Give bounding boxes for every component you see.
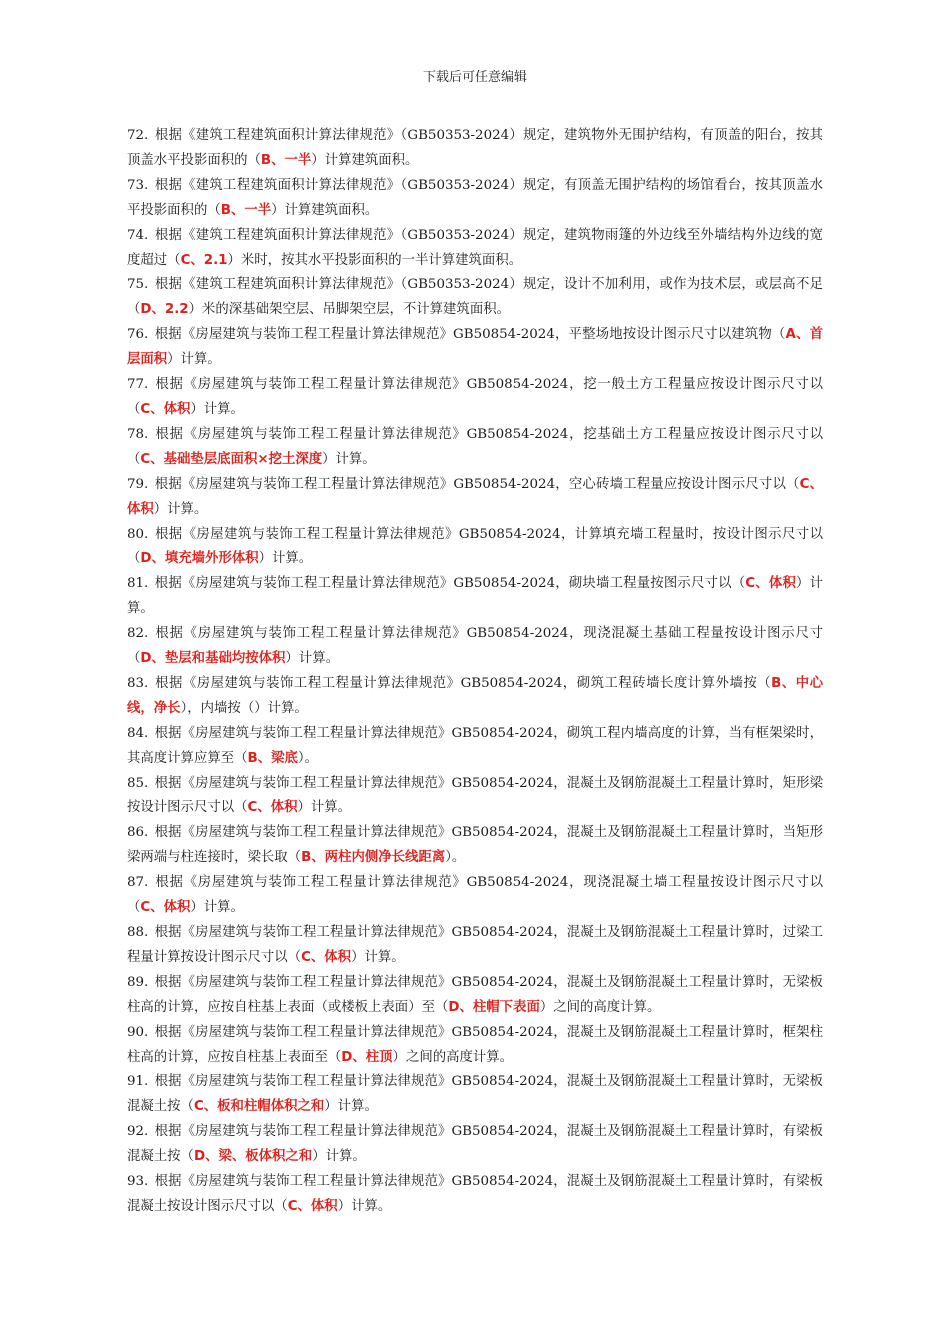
page-header: 下载后可任意编辑 xyxy=(422,70,527,85)
question-text: 根据《房屋建筑与装饰工程工程量计算法律规范》GB50854-2024，砌块墙工程量按图示尺寸以（ xyxy=(154,576,746,592)
question-text-end: ）计算建筑面积。 xyxy=(311,152,419,168)
question-text-end: ）计算。 xyxy=(297,800,352,816)
question-number: 88. xyxy=(127,925,149,940)
question-text-end: ）。 xyxy=(445,850,466,866)
question-text-end: ）计算。 xyxy=(153,501,208,517)
question-item xyxy=(127,871,823,921)
answer-text: C、板和柱帽体积之和 xyxy=(193,1099,325,1115)
question-text: 根据《房屋建筑与装饰工程工程量计算法律规范》GB50854-2024，混凝土及钢筋混凝土工程量计算时，有梁板混凝土按（ xyxy=(127,1124,823,1165)
question-text: 根据《房屋建筑与装饰工程工程量计算法律规范》GB50854-2024，现浇混凝土墙工程量按设计图示尺寸以（ xyxy=(127,875,823,916)
question-text-end: ）计算。 xyxy=(190,900,244,916)
question-text: 根据《房屋建筑与装饰工程工程量计算法律规范》GB50854-2024，混凝土及钢筋混凝土工程量计算时，当矩形梁两端与柱连接时，梁长取（ xyxy=(127,825,823,866)
question-text-end: ）。 xyxy=(297,750,318,766)
question-text: 根据《建筑工程建筑面积计算法律规范》（GB50353-2024）规定，建筑物外无围护结构，有顶盖的阳台，按其顶盖水平投影面积的（ xyxy=(127,128,823,168)
question-text-end: ）计算。 xyxy=(337,1198,392,1214)
question-text-end: ）之间的高度计算。 xyxy=(539,999,661,1015)
question-text: 根据《房屋建筑与装饰工程工程量计算法律规范》GB50854-2024，空心砖墙工程量应按设计图示尺寸以（ xyxy=(154,476,800,492)
answer-text: C、体积 xyxy=(287,1198,338,1214)
answer-text: A、首层面积 xyxy=(127,327,823,368)
question-item xyxy=(127,273,823,323)
question-text: 根据《建筑工程建筑面积计算法律规范》（GB50353-2024）规定，有顶盖无围护结构的场馆看台，按其顶盖水平投影面积的（ xyxy=(127,177,823,218)
question-number: 80. xyxy=(127,526,149,542)
question-number: 81. xyxy=(127,576,149,592)
question-text: 根据《房屋建筑与装饰工程工程量计算法律规范》GB50854-2024，挖一般土方工程量应按设计图示尺寸以（ xyxy=(127,377,823,417)
answer-text: C、体积 xyxy=(140,401,191,417)
question-number: 78. xyxy=(127,426,149,442)
answer-text: C、体积 xyxy=(301,949,352,965)
question-text-end: ）米的深基础架空层、吊脚架空层，不计算建筑面积。 xyxy=(188,302,510,318)
question-number: 92. xyxy=(127,1124,149,1140)
question-text: 根据《房屋建筑与装饰工程工程量计算法律规范》GB50854-2024，挖基础土方工程量应按设计图示尺寸以（ xyxy=(127,426,823,467)
question-item xyxy=(127,323,823,373)
question-text-end: ）计算。 xyxy=(258,551,313,567)
answer-text: C、体积 xyxy=(745,576,797,592)
question-item xyxy=(127,722,823,772)
question-number: 77. xyxy=(127,377,149,393)
question-text: 根据《房屋建筑与装饰工程工程量计算法律规范》GB50854-2024，计算填充墙工程量时，按设计图示尺寸以（ xyxy=(127,526,824,567)
question-item xyxy=(127,672,823,722)
question-number: 91. xyxy=(127,1074,149,1090)
answer-text: C、体积 xyxy=(140,900,191,916)
question-text: 根据《房屋建筑与装饰工程工程量计算法律规范》GB50854-2024，混凝土及钢筋混凝土工程量计算时，无梁板混凝土按（ xyxy=(127,1074,823,1115)
question-text-end: ）计算。 xyxy=(285,651,339,667)
answer-text: B、一半 xyxy=(220,202,272,218)
question-item xyxy=(127,971,823,1021)
question-text: 根据《房屋建筑与装饰工程工程量计算法律规范》GB50854-2024，平整场地按设计图示尺寸以建筑物（ xyxy=(154,327,786,343)
answer-text: B、梁底 xyxy=(247,750,298,766)
question-text: 根据《房屋建筑与装饰工程工程量计算法律规范》GB50854-2024，现浇混凝土基础工程量按设计图示尺寸（ xyxy=(127,626,823,667)
question-number: 75. xyxy=(127,277,149,293)
question-text: 根据《房屋建筑与装饰工程工程量计算法律规范》GB50854-2024，砌筑工程砖墙长度计算外墙按（ xyxy=(155,675,772,691)
question-text: 根据《房屋建筑与装饰工程工程量计算法律规范》GB50854-2024，混凝土及钢筋混凝土工程量计算时，无梁板柱高的计算，应按自柱基上表面（或楼板上表面）至（ xyxy=(127,974,823,1015)
question-number: 83. xyxy=(127,675,149,691)
answer-text: C、基础垫层底面积×挖土深度 xyxy=(140,451,323,467)
answer-text: B、中心线，净长 xyxy=(127,675,823,716)
answer-text: B、一半 xyxy=(260,152,312,168)
question-item xyxy=(127,1170,823,1220)
question-text: 根据《建筑工程建筑面积计算法律规范》（GB50353-2024）规定，建筑物雨篷的外边线至外墙结构外边线的宽度超过（ xyxy=(127,227,823,268)
question-item xyxy=(127,124,823,174)
question-item xyxy=(127,1070,823,1120)
question-text-end: ），内墙按（）计算。 xyxy=(180,700,308,716)
question-number: 85. xyxy=(127,775,149,791)
question-number: 73. xyxy=(127,177,149,193)
question-text-end: ）计算。 xyxy=(167,352,221,368)
question-text-end: ）计算。 xyxy=(312,1149,366,1165)
question-item xyxy=(127,174,823,224)
question-number: 87. xyxy=(127,875,149,891)
question-item xyxy=(127,523,823,573)
answer-text: C、2.1 xyxy=(180,252,228,268)
question-text: 根据《房屋建筑与装饰工程工程量计算法律规范》GB50854-2024，混凝土及钢筋混凝土工程量计算时，框架柱柱高的计算，应按自柱基上表面至（ xyxy=(127,1024,823,1065)
question-item xyxy=(127,1021,823,1071)
answer-text: C、体积 xyxy=(127,476,823,517)
question-item xyxy=(127,373,823,423)
question-item xyxy=(127,921,823,971)
question-text-end: ）计算。 xyxy=(322,451,376,467)
question-item xyxy=(127,473,823,523)
question-text-end: ）米时，按其水平投影面积的一半计算建筑面积。 xyxy=(227,252,523,268)
answer-text: D、填充墙外形体积 xyxy=(140,551,259,567)
question-item xyxy=(127,821,823,871)
question-text: 根据《建筑工程建筑面积计算法律规范》（GB50353-2024）规定，设计不加利用，或作为技术层，或层高不足（ xyxy=(127,277,823,318)
question-text: 根据《房屋建筑与装饰工程工程量计算法律规范》GB50854-2024，混凝土及钢筋混凝土工程量计算时，有梁板混凝土按设计图示尺寸以（ xyxy=(127,1174,823,1214)
question-number: 93. xyxy=(127,1174,149,1190)
question-text-end: ）计算建筑面积。 xyxy=(271,202,379,218)
question-text-end: ）之间的高度计算。 xyxy=(392,1049,514,1065)
question-item xyxy=(127,224,823,274)
question-item xyxy=(127,622,823,672)
question-item xyxy=(127,772,823,822)
answer-text: D、柱顶 xyxy=(341,1049,393,1065)
question-item xyxy=(127,423,823,473)
answer-text: D、垫层和基础均按体积 xyxy=(140,651,286,667)
question-text-end: ）计算。 xyxy=(351,949,405,965)
answer-text: C、体积 xyxy=(247,800,298,816)
question-number: 90. xyxy=(127,1024,149,1040)
question-list xyxy=(127,124,823,1220)
question-number: 82. xyxy=(127,626,149,642)
answer-text: D、2.2 xyxy=(140,302,189,318)
question-number: 86. xyxy=(127,825,149,841)
question-number: 74. xyxy=(127,227,149,243)
question-item xyxy=(127,572,823,622)
question-number: 72. xyxy=(127,128,149,143)
answer-text: D、梁、板体积之和 xyxy=(193,1149,313,1165)
question-number: 84. xyxy=(127,725,149,741)
question-number: 76. xyxy=(127,327,149,343)
question-number: 79. xyxy=(127,476,149,492)
question-text-end: ）计算。 xyxy=(324,1099,378,1115)
question-text: 根据《房屋建筑与装饰工程工程量计算法律规范》GB50854-2024，砌筑工程内墙高度的计算，当有框架梁时，其高度计算应算至（ xyxy=(127,725,823,766)
question-text: 根据《房屋建筑与装饰工程工程量计算法律规范》GB50854-2024，混凝土及钢筋混凝土工程量计算时，过梁工程量计算按设计图示尺寸以（ xyxy=(127,925,823,965)
question-text: 根据《房屋建筑与装饰工程工程量计算法律规范》GB50854-2024，混凝土及钢筋混凝土工程量计算时，矩形梁按设计图示尺寸以（ xyxy=(127,775,823,816)
question-number: 89. xyxy=(127,974,149,990)
question-text-end: ）计算。 xyxy=(127,576,823,617)
answer-text: B、两柱内侧净长线距离 xyxy=(301,850,446,866)
question-item xyxy=(127,1120,823,1170)
question-text-end: ）计算。 xyxy=(190,401,244,417)
answer-text: D、柱帽下表面 xyxy=(448,999,540,1015)
